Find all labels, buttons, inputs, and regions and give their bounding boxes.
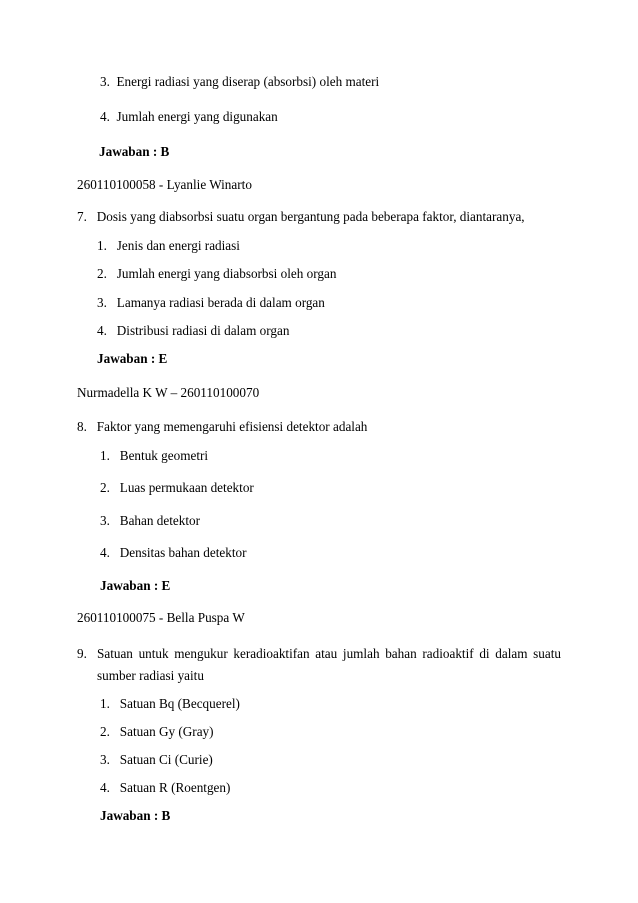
item-text: Jumlah energi yang digunakan [116,109,278,124]
answer-line: Jawaban : E [100,578,171,593]
author-line: 260110100075 - Bella Puspa W [77,610,245,625]
question-text: Satuan untuk mengukur keradioaktifan atau jumlah bahan radioaktif di dalam suatu [97,646,561,661]
question-number: 7. [77,209,87,224]
item-text: Bentuk geometri [119,448,209,463]
item-number: 1. [100,448,110,463]
item-number: 2. [100,724,110,739]
item-text: Densitas bahan detektor [119,545,247,560]
item-number: 4. [100,780,110,795]
list-item [100,780,230,796]
item-number: 3. [100,513,110,528]
item-number: 4. [100,545,110,560]
question-line [77,209,525,225]
list-item [100,752,213,768]
item-text: Jenis dan energi radiasi [116,238,240,253]
question-text: Dosis yang diabsorbsi suatu organ bergantung pada beberapa faktor, diantaranya, [96,209,525,224]
question-text: Faktor yang memengaruhi efisiensi detektor adalah [96,419,368,434]
item-text: Energi radiasi yang diserap (absorbsi) oleh materi [116,74,380,89]
list-item [97,323,289,339]
list-item [97,266,336,282]
item-number: 1. [100,696,110,711]
list-item [97,238,240,254]
question-number: 8. [77,419,87,434]
answer-line: Jawaban : E [97,351,168,366]
item-number: 3. [97,295,107,310]
item-number: 1. [97,238,107,253]
item-number: 2. [100,480,110,495]
item-number: 2. [97,266,107,281]
list-item [97,295,325,311]
item-text: Jumlah energi yang diabsorbsi oleh organ [116,266,337,281]
item-text: Bahan detektor [119,513,200,528]
list-item [100,448,208,464]
list-item [100,545,247,561]
answer-line: Jawaban : B [99,144,170,159]
list-item [100,724,214,740]
list-item [100,696,240,712]
item-text: Distribusi radiasi di dalam organ [116,323,290,338]
answer-line: Jawaban : B [100,808,171,823]
list-item [100,74,379,90]
item-text: Luas permukaan detektor [119,480,254,495]
author-line: Nurmadella K W – 260110100070 [77,385,260,400]
item-text: Satuan Ci (Curie) [119,752,213,767]
question-text-continued: sumber radiasi yaitu [97,668,204,683]
author-line: 260110100058 - Lyanlie Winarto [77,177,252,192]
question-line [77,419,367,435]
question-number: 9. [77,646,87,661]
item-text: Satuan Bq (Becquerel) [119,696,240,711]
item-number: 4. [97,323,107,338]
item-number: 4. [100,109,110,124]
list-item [100,480,254,496]
item-text: Lamanya radiasi berada di dalam organ [116,295,325,310]
item-text: Satuan R (Roentgen) [119,780,231,795]
item-number: 3. [100,74,110,89]
list-item [100,513,200,529]
item-number: 3. [100,752,110,767]
list-item [100,109,278,125]
item-text: Satuan Gy (Gray) [119,724,214,739]
